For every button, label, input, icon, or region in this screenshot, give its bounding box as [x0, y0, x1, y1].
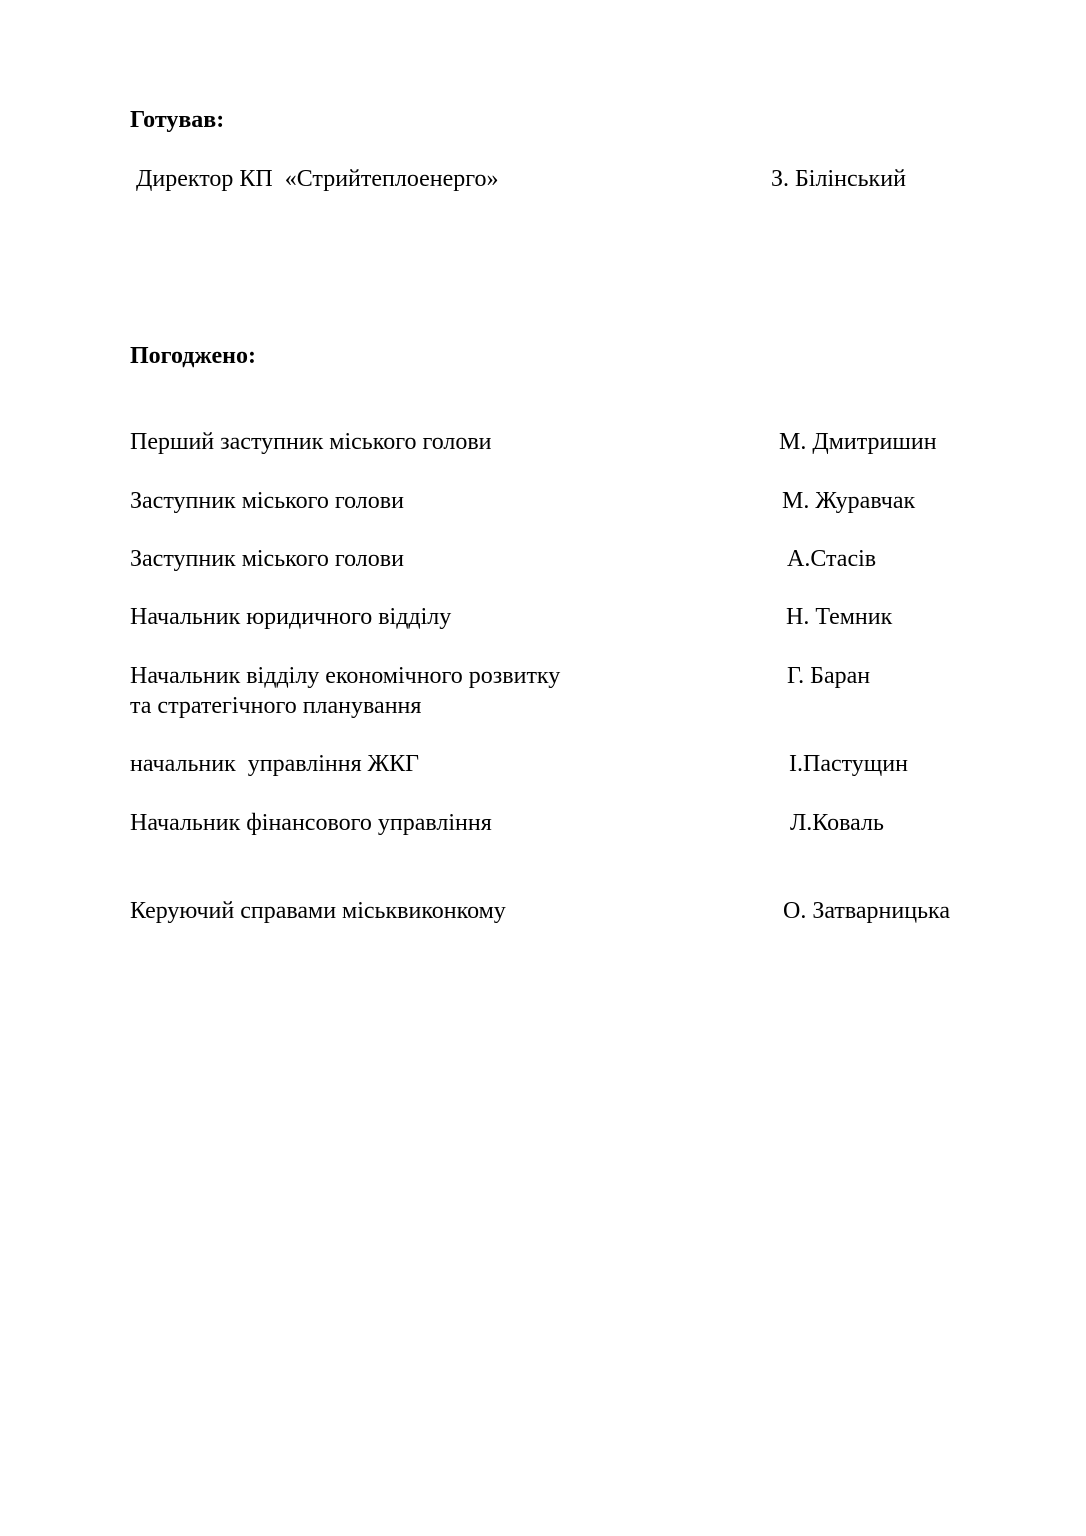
approval-position: Заступник міського голови	[130, 488, 404, 514]
approval-position-line2: та стратегічного планування	[130, 693, 422, 719]
prepared-name: З. Білінський	[771, 166, 906, 192]
approval-position: Начальник фінансового управління	[130, 810, 492, 836]
approval-name: А.Стасів	[787, 546, 877, 572]
approval-position: Заступник міського голови	[130, 546, 404, 572]
approval-name: М. Дмитришин	[779, 429, 937, 455]
approval-name: М. Журавчак	[782, 488, 916, 514]
approval-name: Л.Коваль	[790, 810, 884, 836]
approval-position: начальник управління ЖКГ	[130, 751, 420, 777]
approval-position: Начальник відділу економічного розвитку	[130, 663, 561, 689]
approval-position: Керуючий справами міськвиконкому	[130, 898, 506, 924]
approval-position: Начальник юридичного відділу	[130, 604, 452, 630]
prepared-position: Директор КП «Стрийтеплоенерго»	[136, 166, 499, 192]
approval-name: О. Затварницька	[783, 898, 950, 924]
approved-heading: Погоджено:	[130, 343, 256, 369]
approval-name: Г. Баран	[787, 663, 871, 689]
approval-name: Н. Темник	[786, 604, 893, 630]
approval-position: Перший заступник міського голови	[130, 429, 492, 455]
prepared-heading: Готував:	[130, 107, 225, 133]
approval-name: І.Пастущин	[789, 751, 908, 777]
